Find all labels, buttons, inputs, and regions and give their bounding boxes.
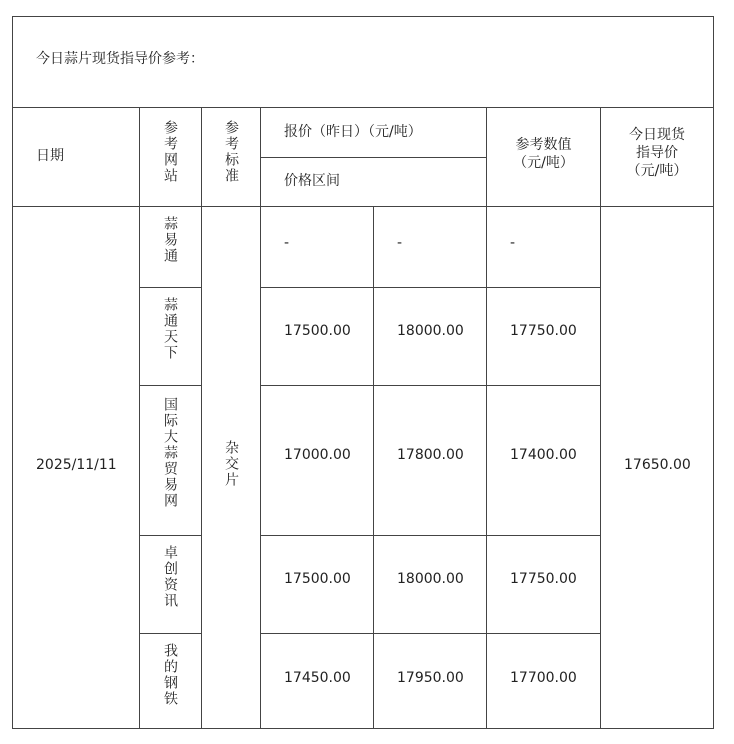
high-value: 17800.00 [397,447,464,463]
ref-value: 17700.00 [510,670,577,686]
site-name: 卓创资讯 [162,545,178,609]
low-value: 17000.00 [284,447,351,463]
site-name: 我的钢铁 [162,643,178,707]
date-value: 2025/11/11 [36,457,117,473]
ref-value: 17750.00 [510,571,577,587]
header-date: 日期 [36,148,64,164]
site-name: 蒜通天下 [162,297,178,361]
guide-price-value: 17650.00 [624,457,691,473]
header-standard: 参考标准 [223,120,239,184]
high-value: 18000.00 [397,571,464,587]
header-quote: 报价（昨日）（元/吨） [284,124,422,140]
header-site: 参考网站 [162,120,178,184]
header-guide-line1: 今日现货 [629,127,685,143]
header-guide [600,126,714,180]
ref-value: 17400.00 [510,447,577,463]
header-guide-line3: （元/吨） [626,163,688,179]
high-value: 17950.00 [397,670,464,686]
low-value: 17450.00 [284,670,351,686]
ref-cell [486,206,601,288]
header-range: 价格区间 [284,173,340,189]
ref-value: - [510,235,516,251]
high-cell [373,206,487,288]
high-value: - [397,235,403,251]
standard-value: 杂交片 [223,440,239,488]
low-value: 17500.00 [284,323,351,339]
low-value: 17500.00 [284,571,351,587]
ref-value: 17750.00 [510,323,577,339]
header-ref-line2: （元/吨） [513,155,574,171]
table-title: 今日蒜片现货指导价参考： [36,51,204,67]
low-cell [260,206,374,288]
header-guide-line2: 指导价 [636,145,678,161]
site-name: 蒜易通 [162,216,178,264]
low-value: - [284,235,290,251]
header-ref-line1: 参考数值 [515,137,572,153]
header-date-cell [12,107,140,207]
header-ref [486,136,601,172]
site-name: 国际大蒜贸易网 [162,397,178,509]
high-value: 18000.00 [397,323,464,339]
